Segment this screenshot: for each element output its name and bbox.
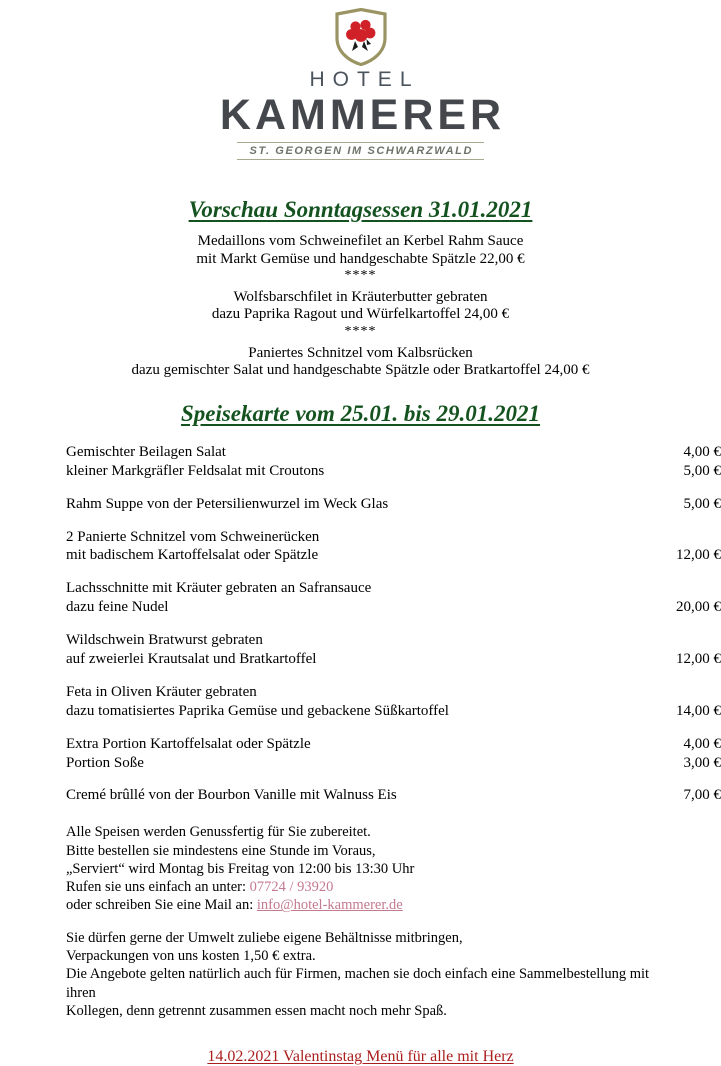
logo-block	[0, 0, 721, 160]
separator-asterisks: ****	[344, 268, 377, 284]
sunday-item-line: Wolfsbarschfilet in Kräuterbutter gebraten	[233, 288, 488, 305]
sunday-preview-heading: Vorschau Sonntagsessen 31.01.2021	[188, 197, 533, 222]
menu-item-row	[66, 702, 721, 721]
menu-group	[66, 683, 721, 721]
info-line: Verpackungen von uns kosten 1,50 € extra.	[66, 947, 316, 964]
info-line: Sie dürfen gerne der Umwelt zuliebe eigene Behältnisse mitbringen,	[66, 929, 463, 946]
environment-info-block	[0, 929, 721, 1020]
menu-item-price: 7,00 €	[683, 787, 721, 804]
menu-item-name: dazu feine Nudel	[66, 599, 169, 616]
menu-item-row	[66, 579, 617, 598]
separator-asterisks: ****	[344, 324, 377, 340]
ordering-info-block	[0, 823, 721, 914]
menu-item-name: Feta in Oliven Kräuter gebraten	[66, 683, 257, 700]
menu-group	[66, 735, 721, 773]
weekly-menu-heading: Speisekarte vom 25.01. bis 29.01.2021	[180, 400, 541, 426]
menu-item-price: 20,00 €	[676, 599, 721, 616]
menu-item-row	[66, 546, 721, 565]
menu-item-name: kleiner Markgräfler Feldsalat mit Croutons	[66, 462, 325, 479]
info-line: Die Angebote gelten natürlich auch für Firmen, machen sie doch einfach eine Sammelbestellung mit ihren	[66, 966, 650, 1001]
menu-item-name: Rahm Suppe von der Petersilienwurzel im Weck Glas	[66, 495, 389, 512]
menu-item-price: 4,00 €	[683, 443, 721, 460]
valentine-announcement: 14.02.2021 Valentinstag Menü für alle mit Herz	[207, 1048, 514, 1066]
menu-item-row	[66, 528, 617, 547]
shield-berries-emblem	[333, 8, 389, 66]
email-label: oder schreiben Sie eine Mail an:	[66, 897, 257, 914]
menu-item-name: 2 Panierte Schnitzel vom Schweinerücken	[66, 528, 320, 545]
menu-group	[66, 786, 721, 805]
menu-item-row	[66, 786, 721, 805]
menu-item-row	[66, 754, 721, 773]
menu-item-price: 5,00 €	[683, 462, 721, 479]
info-line: Bitte bestellen sie mindestens eine Stunde im Voraus,	[66, 842, 376, 859]
menu-item-price: 12,00 €	[676, 547, 721, 564]
menu-group	[66, 631, 721, 669]
menu-item-name: Portion Soße	[66, 754, 144, 771]
menu-item-price: 14,00 €	[676, 702, 721, 719]
menu-group	[66, 495, 721, 514]
menu-item-row	[66, 495, 721, 514]
sunday-item-line: dazu Paprika Ragout und Würfelkartoffel 24,00 €	[211, 306, 510, 323]
menu-group	[66, 579, 721, 617]
sunday-item-line: Paniertes Schnitzel vom Kalbsrücken	[248, 344, 473, 361]
menu-item-price: 12,00 €	[676, 651, 721, 668]
logo-tagline: ST. GEORGEN IM SCHWARZWALD	[249, 145, 474, 157]
menu-item-price: 4,00 €	[683, 735, 721, 752]
menu-item-row	[66, 598, 721, 617]
logo-wordmark: KAMMERER	[219, 91, 506, 139]
phone-number[interactable]: 07724 / 93920	[249, 879, 334, 896]
menu-group	[66, 528, 721, 566]
menu-item-name: auf zweierlei Krautsalat und Bratkartoffel	[66, 651, 317, 668]
phone-label: Rufen sie uns einfach an unter:	[66, 879, 250, 896]
email-link[interactable]: info@hotel-kammerer.de	[256, 897, 403, 914]
menu-item-price: 5,00 €	[683, 495, 721, 512]
menu-item-name: Gemischter Beilagen Salat	[66, 443, 226, 460]
menu-item-row	[66, 462, 721, 481]
sunday-item-line: Medaillons vom Schweinefilet an Kerbel Rahm Sauce	[197, 233, 524, 249]
menu-item-name: Lachsschnitte mit Kräuter gebraten an Safransauce	[66, 580, 372, 597]
info-line: Kollegen, denn getrennt zusammen essen macht noch mehr Spaß.	[66, 1002, 447, 1019]
email-line	[66, 896, 655, 914]
menu-item-name: mit badischem Kartoffelsalat oder Spätzle	[66, 547, 319, 564]
menu-item-row	[66, 650, 721, 669]
info-line: Alle Speisen werden Genussfertig für Sie zubereitet.	[66, 824, 371, 841]
weekly-menu-list	[0, 443, 721, 805]
menu-item-name: Cremé brûllé von der Bourbon Vanille mit Walnuss Eis	[66, 787, 397, 804]
sunday-item-line: dazu gemischter Salat und handgeschabte Spätzle oder Bratkartoffel 24,00 €	[131, 362, 590, 379]
logo-tagline-rules	[237, 142, 484, 160]
menu-item-row	[66, 683, 617, 702]
menu-item-row	[66, 631, 617, 650]
phone-line	[66, 878, 655, 896]
menu-item-price: 3,00 €	[683, 754, 721, 771]
sunday-item-line: mit Markt Gemüse und handgeschabte Spätzle 22,00 €	[196, 250, 525, 267]
menu-group	[66, 443, 721, 481]
logo-hotel-word: HOTEL	[309, 68, 420, 91]
menu-item-name: dazu tomatisiertes Paprika Gemüse und gebackene Süßkartoffel	[66, 702, 449, 719]
info-line: „Serviert“ wird Montag bis Freitag von 12:00 bis 13:30 Uhr	[66, 860, 415, 877]
sunday-specials-list	[0, 233, 721, 380]
menu-item-name: Extra Portion Kartoffelsalat oder Spätzle	[66, 735, 311, 752]
menu-item-row	[66, 735, 721, 754]
menu-item-row	[66, 443, 721, 462]
menu-item-name: Wildschwein Bratwurst gebraten	[66, 632, 263, 649]
